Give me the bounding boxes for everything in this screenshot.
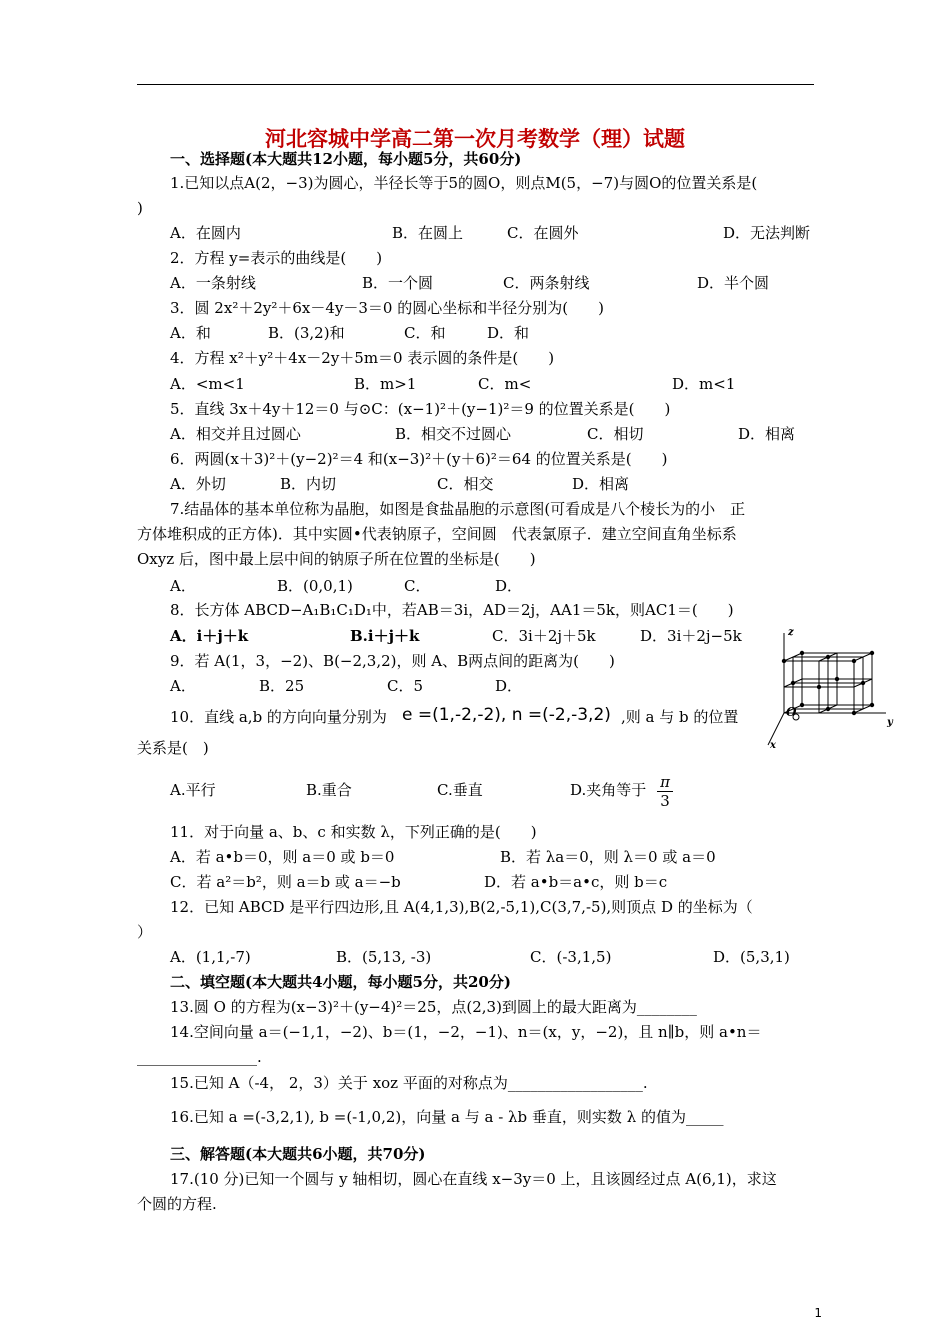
option: B．(5,13, -3)	[336, 948, 432, 966]
option: D．	[495, 577, 523, 595]
option: C．(-3,1,5)	[530, 948, 612, 966]
crystal-cell-figure	[766, 627, 894, 749]
option: A．<m<1	[170, 375, 245, 393]
question-text: 10．直线 a,b 的方向向量分别为	[170, 708, 387, 726]
axis-label-x: x	[770, 740, 776, 749]
section-heading: 一、选择题(本大题共12小题，每小题5分，共60分)	[170, 150, 522, 168]
fraction-denominator: 3	[657, 791, 673, 810]
question-text: 9．若 A(1，3，−2)、B(−2,3,2)，则 A、B两点间的距离为( )	[170, 652, 615, 670]
option: D．和	[487, 324, 530, 342]
option: B．在圆上	[392, 224, 464, 242]
question-text: 关系是( )	[137, 739, 209, 757]
option: B.重合	[306, 781, 352, 799]
option: A．外切	[170, 475, 226, 493]
axis-label-z: z	[788, 627, 794, 638]
option: D．若 a•b＝a•c，则 b＝c	[484, 873, 668, 891]
question-text: 8．长方体 ABCD−A₁B₁C₁D₁中，若AB＝3i，AD＝2j，AA1＝5k，则AC1＝( )	[170, 601, 734, 619]
option: B．(0,0,1)	[277, 577, 353, 595]
formula: e =(1,-2,-2), n =(-2,-3,2)	[402, 705, 611, 725]
option: C．	[404, 577, 431, 595]
option: D.夹角等于	[570, 781, 647, 799]
question-text: 11．对于向量 a、b、c 和实数 λ，下列正确的是( )	[170, 823, 537, 841]
option: B．一个圆	[362, 274, 434, 292]
question-text: 5．直线 3x＋4y＋12＝0 与⊙C：(x−1)²＋(y−1)²＝9 的位置关系是( )	[170, 400, 671, 418]
option: A．相交并且过圆心	[170, 425, 301, 443]
option: D．相离	[572, 475, 630, 493]
question-text: Oxyz 后，图中最上层中间的钠原子所在位置的坐标是( )	[137, 550, 536, 568]
question-text: ）	[137, 923, 153, 941]
option: A．和	[170, 324, 211, 342]
question-text: ,则 a 与 b 的位置	[621, 708, 739, 726]
option: C．m<	[478, 375, 532, 393]
page-number: 1	[814, 1306, 822, 1320]
question-text: 15.已知 A（-4， 2，3）关于 xoz 平面的对称点为__________________.	[170, 1074, 648, 1092]
option: D．相离	[738, 425, 796, 443]
option: C．和	[404, 324, 446, 342]
option: C．两条射线	[503, 274, 590, 292]
question-text: 2．方程 y=表示的曲线是( )	[170, 249, 383, 267]
option: B．m>1	[354, 375, 417, 393]
option: D．半个圆	[697, 274, 770, 292]
question-text: ________________.	[137, 1048, 262, 1066]
question-text: 14.空间向量 a＝(−1,1，−2)、b＝(1，−2，−1)、n＝(x，y，−2)，且 n∥b，则 a•n＝	[170, 1023, 762, 1041]
question-text: 方体堆积成的正方体)．其中实圆•代表钠原子，空间圆 代表氯原子．建立空间直角坐标系	[137, 525, 737, 543]
option: D．	[495, 677, 523, 695]
option: C．相交	[437, 475, 494, 493]
question-text: 17.(10 分)已知一个圆与 y 轴相切，圆心在直线 x−3y＝0 上，且该圆经过点 A(6,1)，求这	[170, 1170, 777, 1188]
option: A．	[170, 677, 196, 695]
question-text: 个圆的方程.	[137, 1195, 217, 1213]
option: A．在圆内	[170, 224, 241, 242]
option: C．相切	[587, 425, 644, 443]
option: C．在圆外	[507, 224, 579, 242]
axis-label-origin: O	[786, 705, 797, 719]
option: B．(3,2)和	[268, 324, 345, 342]
option: B．内切	[280, 475, 337, 493]
option: D．m<1	[672, 375, 736, 393]
option: D．无法判断	[723, 224, 811, 242]
axis-label-y: y	[887, 717, 893, 728]
question-text: 1.已知以点A(2，−3)为圆心，半径长等于5的圆O，则点M(5，−7)与圆O的位置关系是(	[170, 174, 758, 192]
option: C．若 a²＝b²，则 a＝b 或 a＝−b	[170, 873, 401, 891]
option: A．若 a•b＝0，则 a＝0 或 b＝0	[170, 848, 395, 866]
header-rule	[137, 84, 814, 85]
option: C．3i＋2j＋5k	[492, 627, 596, 645]
question-text: 6．两圆(x＋3)²＋(y−2)²＝4 和(x−3)²＋(y＋6)²＝64 的位置关系是( )	[170, 450, 668, 468]
section-heading: 三、解答题(本大题共6小题，共70分)	[170, 1145, 426, 1163]
question-text: )	[137, 199, 143, 217]
option: C.垂直	[437, 781, 483, 799]
question-text: 12．已知 ABCD 是平行四边形,且 A(4,1,3),B(2,-5,1),C(3,7,-5),则顶点 D 的坐标为（	[170, 898, 753, 916]
option: A.平行	[170, 781, 216, 799]
option: B.i＋j＋k	[350, 627, 420, 645]
question-text: 4．方程 x²＋y²＋4x－2y＋5m＝0 表示圆的条件是( )	[170, 349, 555, 367]
question-text: 3．圆 2x²＋2y²＋6x－4y－3＝0 的圆心坐标和半径分别为( )	[170, 299, 604, 317]
option: D．3i＋2j−5k	[640, 627, 742, 645]
option: B．25	[259, 677, 305, 695]
option: A．(1,1,-7)	[170, 948, 251, 966]
option: B．若 λa＝0，则 λ＝0 或 a＝0	[500, 848, 716, 866]
question-text: 7.结晶体的基本单位称为晶胞，如图是食盐晶胞的示意图(可看成是八个棱长为的小 正	[170, 500, 746, 518]
option: A．一条射线	[170, 274, 256, 292]
fraction-numerator: π	[660, 773, 670, 791]
option: D．(5,3,1)	[713, 948, 790, 966]
option: A．	[170, 577, 196, 595]
fraction	[657, 773, 673, 810]
section-heading: 二、填空题(本大题共4小题，每小题5分，共20分)	[170, 973, 511, 991]
question-text: 16.已知 a =(-3,2,1), b =(-1,0,2)，向量 a 与 a - λb 垂直，则实数 λ 的值为_____	[170, 1108, 724, 1126]
question-text: 13.圆 O 的方程为(x−3)²＋(y−4)²＝25，点(2,3)到圆上的最大距离为________	[170, 998, 697, 1016]
option: B．相交不过圆心	[395, 425, 512, 443]
option: A．i＋j＋k	[170, 627, 249, 645]
option: C．5	[387, 677, 424, 695]
page-title: 河北容城中学高二第一次月考数学（理）试题	[265, 126, 685, 151]
